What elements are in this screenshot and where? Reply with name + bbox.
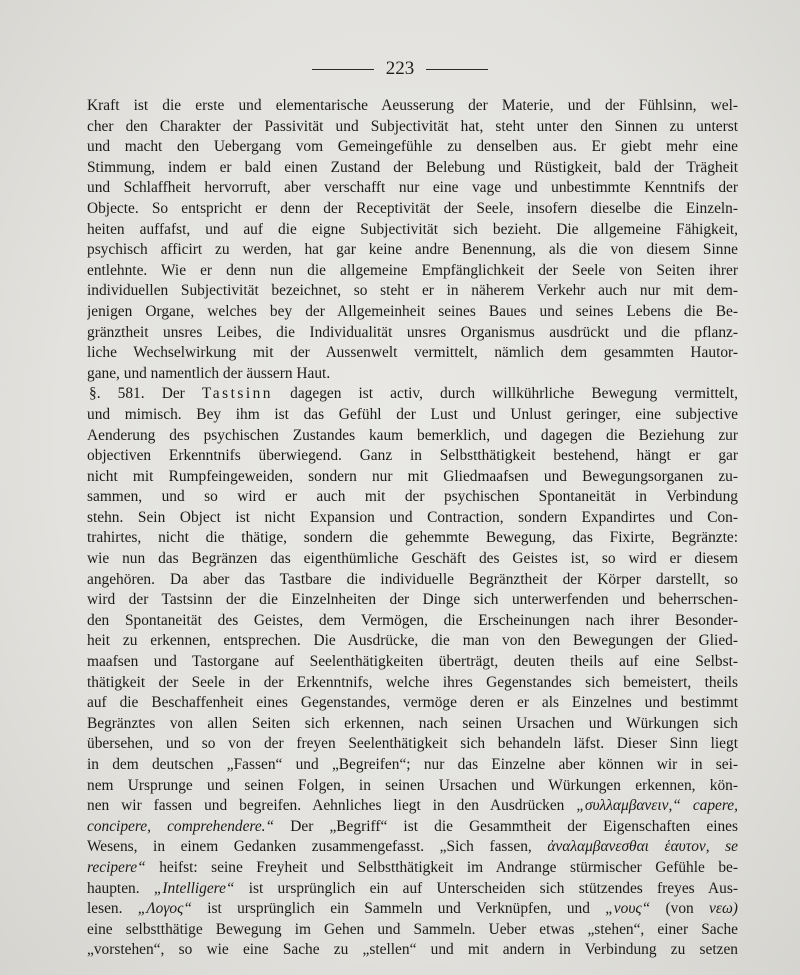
- text-fragment: Wesens, in einem Gedanken zusammengefasst. „Sich fassen,: [87, 838, 532, 856]
- text-line: objectiven Erkenntnifs überwiegend. Ganz in Selbstthätigkeit bestehend, hängt er gar: [87, 447, 738, 465]
- text-fragment: Der „Begriff“ ist die Gesammtheit der Eigenschaften eines: [290, 817, 738, 835]
- header-rule-right: [426, 69, 488, 70]
- text-line: maafsen und Tastorgane auf Seelenthätigkeiten überträgt, deuten theils auf eine Selbst-: [87, 653, 738, 671]
- text-line: stehn. Sein Object ist nicht Expansion und Contraction, sondern Expandirtes und Con-: [87, 508, 738, 526]
- latin-term: recipere“: [87, 858, 146, 876]
- text-line: wie nun das Begränzen das eigenthümliche Geschäft des Geistes ist, so wird er diesem: [87, 550, 738, 568]
- text-line: Begränztes von allen Seiten sich erkennen, nach seinen Ursachen und Würkungen sich: [87, 714, 738, 732]
- text-line: [87, 796, 738, 817]
- section-term: Tastsinn: [201, 385, 274, 403]
- text-line: Stimmung, indem er bald einen Zustand der Belebung und Rüstigkeit, bald der Trägheit: [87, 158, 738, 176]
- text-line: liche Wechselwirkung mit der Aussenwelt vermittelt, nämlich dem gesammten Hautor-: [87, 344, 738, 362]
- text-fragment: heifst: seine Freyheit und Selbstthätigkeit im Andrange stürmischer Gefühle be-: [159, 858, 738, 876]
- text-line: [87, 817, 738, 838]
- text-line: und mimisch. Bey ihm ist das Gefühl der Lust und Unlust geringer, eine subjective: [87, 405, 738, 423]
- text-line: übersehen, und so von der freyen Seelenthätigkeit sich behandeln läfst. Dieser Sinn liegt: [87, 735, 738, 753]
- text-line: in dem deutschen „Fassen“ und „Begreifen“; nur das Einzelne aber können wir in sei-: [87, 756, 738, 773]
- text-line: heiten auffafst, und auf die eigne Subjectivität sich bezieht. Die allgemeine Fähigkeit,: [87, 220, 738, 238]
- text-fragment: nen wir fassen und begreifen. Aehnliches liegt in den Ausdrücken: [87, 797, 565, 815]
- text-line: [87, 899, 738, 920]
- text-fragment: Der: [161, 385, 185, 403]
- text-fragment: dagegen ist activ, durch willkührliche Bewegung vermittelt,: [290, 385, 738, 403]
- body-text: [87, 96, 738, 961]
- section-mark: §. 581.: [89, 385, 145, 403]
- text-line: und macht den Uebergang vom Gemeingefühle zu denselben aus. Er giebt mehr eine: [87, 138, 738, 156]
- greek-term: „Λογος“: [137, 900, 192, 918]
- greek-term: „συλλαμβανειν,“: [576, 797, 681, 815]
- text-line: wird der Tastsinn der die Einzelnheiten der Dinge sich unterwerfenden und beherrschen-: [87, 591, 738, 609]
- greek-term: „νους“: [605, 900, 651, 918]
- text-fragment: ist ursprünglich ein auf Unterscheiden sich stützendes freyes Aus-: [248, 879, 738, 897]
- text-line: thätigkeit der Seele in der Erkenntnifs, welche ihres Gegenstandes sich bemeistert, theils: [87, 673, 738, 691]
- text-line: cher den Charakter der Passivität und Subjectivität hat, steht unter den Sinnen zu unterst: [87, 117, 738, 135]
- text-line: sammen, und so wird er auch mit der psychischen Spontaneität in Verbindung: [87, 488, 738, 506]
- text-fragment: haupten.: [87, 879, 140, 897]
- text-line: Aenderung des psychischen Zustandes kaum bemerklich, und dagegen die Beziehung zur: [87, 426, 738, 444]
- text-line: gränztheit unsres Leibes, die Individualität unsres Organismus ausdrückt und die pflanz-: [87, 323, 738, 341]
- greek-term: νεω): [709, 900, 738, 918]
- text-line: trahirtes, nicht die thätige, sondern die gehemmte Bewegung, das Fixirte, Begränzte:: [87, 529, 738, 547]
- text-line: gane, und namentlich der äussern Haut.: [87, 364, 331, 382]
- text-line: entlehnte. Wie er denn nun die allgemeine Empfänglichkeit der Seele von Seiten ihrer: [87, 261, 738, 279]
- text-line: [87, 879, 738, 900]
- latin-terms: concipere, comprehendere.“: [87, 817, 275, 835]
- latin-term: „Intelligere“: [153, 879, 235, 897]
- section-first-line: [87, 384, 738, 405]
- text-fragment: lesen.: [87, 900, 123, 918]
- text-line: [87, 858, 738, 879]
- text-line: Kraft ist die erste und elementarische Aeusserung der Materie, und der Fühlsinn, wel-: [87, 97, 738, 114]
- text-line: nicht mit Rumpfeingeweiden, sondern nur mit Gliedmaafsen und Bewegungsorganen zu-: [87, 467, 738, 485]
- latin-term: capere,: [692, 797, 738, 815]
- text-line: eine selbstthätige Bewegung im Gehen und Sammeln. Ueber etwas „stehen“, einer Sache: [87, 920, 738, 938]
- text-line: angehören. Da aber das Tastbare die individuelle Begränztheit der Körper darstellt, so: [87, 570, 738, 588]
- text-line: individuellen Subjectivität bezeichnet, so steht er in näherem Verkehr auch nur mit dem-: [87, 282, 738, 300]
- greek-term: ἀναλαμβανεσθαι ἑαυτον, se: [547, 838, 738, 856]
- text-line: psychisch afficirt zu werden, hat gar keine andre Benennung, als die von diesem Sinne: [87, 241, 738, 259]
- header-rule-left: [312, 69, 374, 70]
- text-line: [87, 837, 738, 858]
- text-line: und Schlaffheit hervorruft, aber verschafft nur eine vage und unbestimmte Kenntnifs der: [87, 179, 738, 197]
- text-line: „vorstehen“, so wie eine Sache zu „stellen“ und mit andern in Verbindung zu setzen: [87, 941, 738, 959]
- text-line: heit zu erkennen, entsprechen. Die Ausdrücke, die man von den Bewegungen der Glied-: [87, 632, 738, 650]
- text-line: den Spontaneität des Geistes, dem Vermögen, die Erscheinungen nach ihrer Besonder-: [87, 611, 738, 629]
- text-fragment: (von: [665, 900, 694, 918]
- text-line: nem Ursprunge und seinen Folgen, in seinen Ursachen und Würkungen erkennen, kön-: [87, 776, 738, 794]
- text-line: auf die Beschaffenheit eines Gegenstandes, vermöge deren er als Einzelnes und bestimmt: [87, 694, 738, 712]
- text-fragment: ist ursprünglich ein Sammeln und Verknüpfen, und: [207, 900, 590, 918]
- text-line: jenigen Organe, welches bey der Allgemeinheit seines Baues und seines Lebens die Be-: [87, 302, 738, 320]
- page-number: 223: [385, 58, 415, 79]
- page-header: [0, 58, 800, 80]
- text-line: Objecte. So entspricht er denn der Receptivität der Seele, insofern dieselbe die Einzeln-: [87, 199, 738, 217]
